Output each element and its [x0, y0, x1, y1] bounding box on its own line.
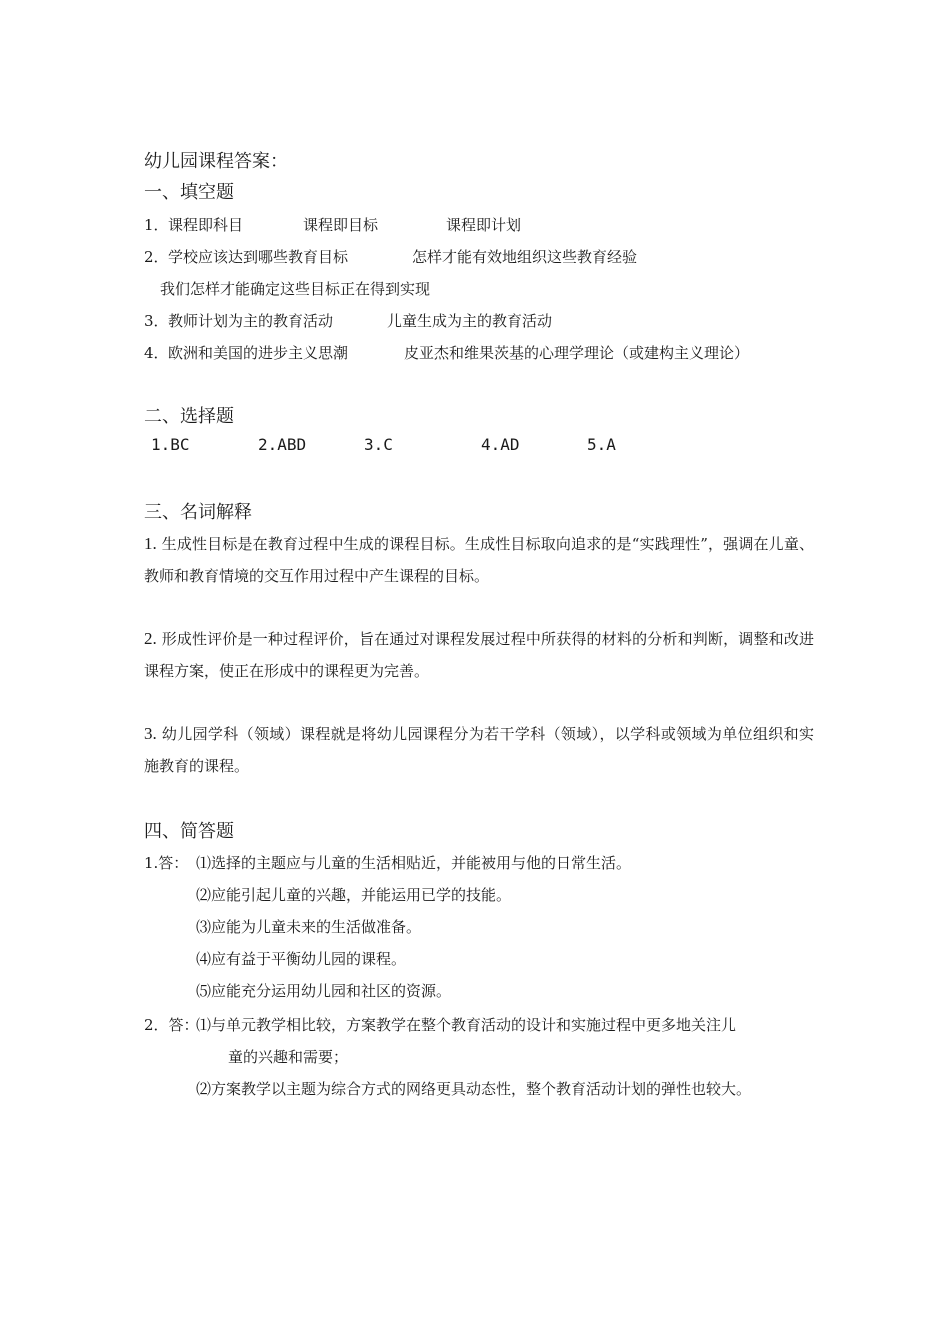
short-q1-label: 1.答：	[144, 854, 189, 872]
section-heading-short: 四、简答题	[144, 821, 234, 842]
term-item-1	[144, 528, 814, 592]
choice-answer-3: 3.C	[364, 435, 393, 454]
short-q1-point-2: ⑵应能引起儿童的兴趣，并能运用已学的技能。	[196, 886, 512, 904]
short-q2-point-1-line-1: ⑴与单元教学相比较，方案教学在整个教育活动的设计和实施过程中更多地关注儿	[196, 1016, 737, 1034]
fill-q2-number: 2．	[144, 248, 169, 266]
term-item-text: 幼儿园学科（领域）课程就是将幼儿园课程分为若干学科（领域），以学科或领域为单位组织和实施教育的课程。	[144, 725, 814, 775]
section-heading-fill: 一、填空题	[144, 182, 234, 203]
choice-answer-1: 1.BC	[151, 435, 190, 454]
fill-q3-answer-b: 儿童生成为主的教育活动	[387, 312, 553, 330]
choice-answer-2: 2.ABD	[258, 435, 307, 454]
fill-q4-answer-b: 皮亚杰和维果茨基的心理学理论（或建构主义理论）	[404, 344, 750, 362]
short-q1-point-4: ⑷应有益于平衡幼儿园的课程。	[196, 950, 407, 968]
document-title: 幼儿园课程答案：	[144, 151, 288, 172]
fill-q2-answer-b: 怎样才能有效地组织这些教育经验	[412, 248, 638, 266]
fill-q4-number: 4．	[144, 344, 169, 362]
short-q1-point-3: ⑶应能为儿童未来的生活做准备。	[196, 918, 422, 936]
term-item-2	[144, 623, 814, 687]
term-item-text: 形成性评价是一种过程评价，旨在通过对课程发展过程中所获得的材料的分析和判断，调整和改进课程方案，使正在形成中的课程更为完善。	[144, 630, 814, 680]
term-item-number: 1.	[144, 534, 157, 553]
fill-q1-answer-a: 课程即科目	[168, 216, 244, 234]
fill-q1-answer-c: 课程即计划	[446, 216, 522, 234]
fill-q1-number: 1．	[144, 216, 169, 234]
term-item-number: 2.	[144, 629, 157, 648]
fill-q4-answer-a: 欧洲和美国的进步主义思潮	[168, 344, 349, 362]
term-item-3	[144, 718, 814, 782]
choice-answer-4: 4.AD	[481, 435, 520, 454]
short-q1-point-1: ⑴选择的主题应与儿童的生活相贴近，并能被用与他的日常生活。	[196, 854, 632, 872]
term-item-text: 生成性目标是在教育过程中生成的课程目标。生成性目标取向追求的是“实践理性”，强调在儿童、教师和教育情境的交互作用过程中产生课程的目标。	[144, 535, 814, 585]
term-item-number: 3.	[144, 724, 157, 743]
short-q2-label: 2．答：	[144, 1016, 199, 1034]
short-q2-point-2: ⑵方案教学以主题为综合方式的网络更具动态性，整个教育活动计划的弹性也较大。	[196, 1080, 752, 1098]
fill-q2-answer-a: 学校应该达到哪些教育目标	[168, 248, 349, 266]
short-q2-point-1-line-2: 童的兴趣和需要；	[228, 1048, 349, 1066]
short-q1-point-5: ⑸应能充分运用幼儿园和社区的资源。	[196, 982, 452, 1000]
section-heading-terms: 三、名词解释	[144, 502, 252, 523]
section-heading-choice: 二、选择题	[144, 406, 234, 427]
choice-answer-5: 5.A	[587, 435, 616, 454]
fill-q2-answer-c: 我们怎样才能确定这些目标正在得到实现	[160, 280, 431, 298]
fill-q3-number: 3．	[144, 312, 169, 330]
fill-q3-answer-a: 教师计划为主的教育活动	[168, 312, 334, 330]
fill-q1-answer-b: 课程即目标	[303, 216, 379, 234]
